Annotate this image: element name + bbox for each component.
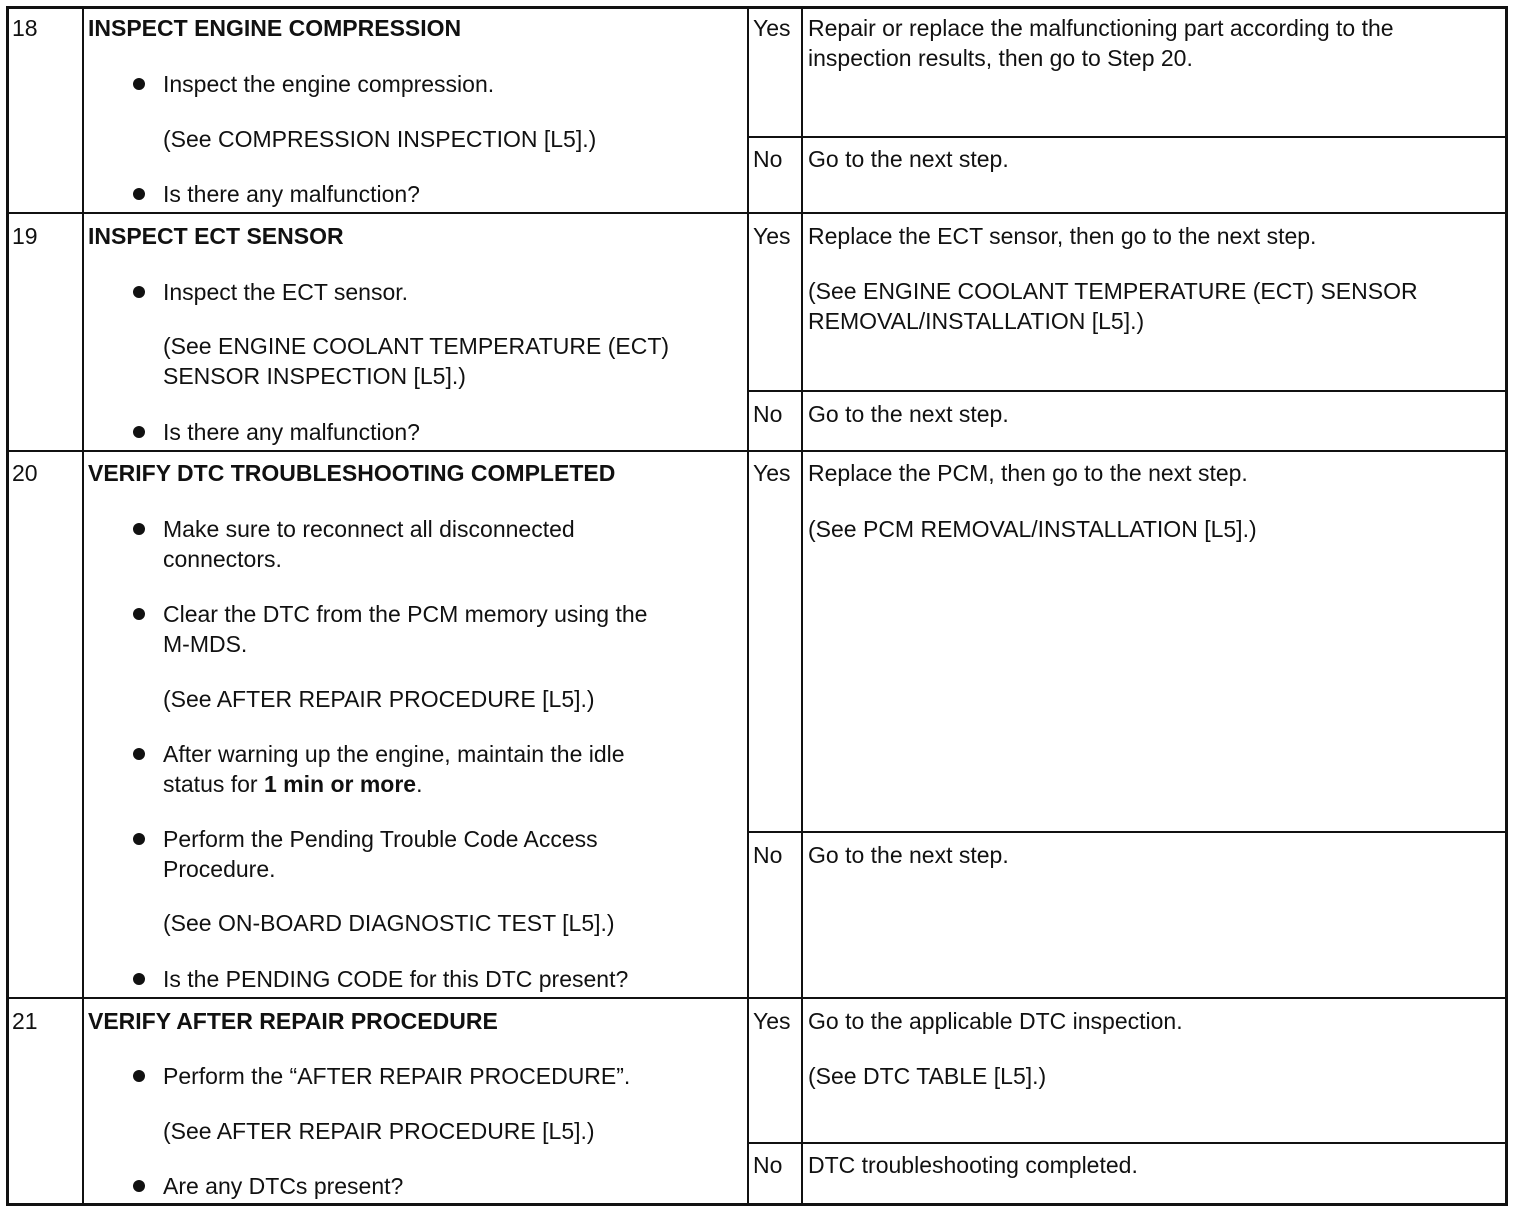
step-number: 20 xyxy=(12,460,38,486)
instruction-text: Inspect the ECT sensor. xyxy=(163,279,409,305)
step-title: VERIFY AFTER REPAIR PROCEDURE xyxy=(88,1008,498,1034)
yes-label: Yes xyxy=(753,15,791,41)
yes-label: Yes xyxy=(753,223,791,249)
bullet-icon xyxy=(133,188,145,200)
no-action: Go to the next step. xyxy=(808,842,1009,868)
instruction-text: Make sure to reconnect all disconnected xyxy=(163,516,575,542)
question-text: Is there any malfunction? xyxy=(163,181,420,207)
step-title: INSPECT ECT SENSOR xyxy=(88,223,344,249)
bullet-icon xyxy=(133,608,145,620)
reference-text: (See ON-BOARD DIAGNOSTIC TEST [L5].) xyxy=(163,910,615,936)
reference-text: (See AFTER REPAIR PROCEDURE [L5].) xyxy=(163,686,595,712)
row-divider xyxy=(8,997,1506,999)
step-title: INSPECT ENGINE COMPRESSION xyxy=(88,15,462,41)
bullet-icon xyxy=(133,748,145,760)
instruction-text: Clear the DTC from the PCM memory using the xyxy=(163,601,648,627)
column-divider xyxy=(747,8,749,1205)
bullet-icon xyxy=(133,973,145,985)
yes-action: inspection results, then go to Step 20. xyxy=(808,45,1193,71)
instruction-text: M-MDS. xyxy=(163,631,248,657)
instruction-text: Perform the Pending Trouble Code Access xyxy=(163,826,598,852)
no-label: No xyxy=(753,146,783,172)
no-action: DTC troubleshooting completed. xyxy=(808,1152,1138,1178)
instruction-text: Procedure. xyxy=(163,856,276,882)
bullet-icon xyxy=(133,286,145,298)
instruction-text: Inspect the engine compression. xyxy=(163,71,495,97)
yes-action: Replace the ECT sensor, then go to the next step. xyxy=(808,223,1317,249)
column-divider xyxy=(82,8,84,1205)
bullet-icon xyxy=(133,1070,145,1082)
step-number: 18 xyxy=(12,15,38,41)
yes-no-divider xyxy=(748,831,1506,833)
bullet-icon xyxy=(133,523,145,535)
yes-no-divider xyxy=(748,136,1506,138)
row-divider xyxy=(8,450,1506,452)
duration-emphasis: 1 min or more xyxy=(263,771,417,797)
bullet-icon xyxy=(133,1180,145,1192)
yes-no-divider xyxy=(748,1142,1506,1144)
step-number: 21 xyxy=(12,1008,38,1034)
bullet-icon xyxy=(133,78,145,90)
reference-text: (See ENGINE COOLANT TEMPERATURE (ECT) xyxy=(163,333,670,359)
reference-text: (See AFTER REPAIR PROCEDURE [L5].) xyxy=(163,1118,595,1144)
instruction-text: Perform the “AFTER REPAIR PROCEDURE”. xyxy=(163,1063,631,1089)
row-divider xyxy=(8,212,1506,214)
yes-action: Go to the applicable DTC inspection. xyxy=(808,1008,1183,1034)
yes-label: Yes xyxy=(753,1008,791,1034)
step-number: 19 xyxy=(12,223,38,249)
instruction-text-suffix: . xyxy=(416,771,423,797)
instruction-text: After warning up the engine, maintain the idle xyxy=(163,741,625,767)
no-label: No xyxy=(753,401,783,427)
question-text: Are any DTCs present? xyxy=(163,1173,404,1199)
no-label: No xyxy=(753,842,783,868)
bullet-icon xyxy=(133,426,145,438)
no-label: No xyxy=(753,1152,783,1178)
step-title: VERIFY DTC TROUBLESHOOTING COMPLETED xyxy=(88,460,616,486)
column-divider xyxy=(801,8,803,1205)
instruction-text-prefix: status for xyxy=(163,771,264,797)
yes-reference: (See PCM REMOVAL/INSTALLATION [L5].) xyxy=(808,516,1257,542)
question-text: Is the PENDING CODE for this DTC present? xyxy=(163,966,629,992)
yes-action: Repair or replace the malfunctioning part according to the xyxy=(808,15,1394,41)
question-text: Is there any malfunction? xyxy=(163,419,420,445)
yes-label: Yes xyxy=(753,460,791,486)
yes-reference: (See DTC TABLE [L5].) xyxy=(808,1063,1047,1089)
yes-action: Replace the PCM, then go to the next step. xyxy=(808,460,1248,486)
no-action: Go to the next step. xyxy=(808,401,1009,427)
reference-text: SENSOR INSPECTION [L5].) xyxy=(163,363,466,389)
reference-text: (See COMPRESSION INSPECTION [L5].) xyxy=(163,126,597,152)
bullet-icon xyxy=(133,833,145,845)
yes-no-divider xyxy=(748,390,1506,392)
yes-reference: (See ENGINE COOLANT TEMPERATURE (ECT) SENSOR xyxy=(808,278,1418,304)
instruction-text: connectors. xyxy=(163,546,282,572)
instruction-text xyxy=(163,769,422,799)
no-action: Go to the next step. xyxy=(808,146,1009,172)
yes-reference: REMOVAL/INSTALLATION [L5].) xyxy=(808,308,1145,334)
